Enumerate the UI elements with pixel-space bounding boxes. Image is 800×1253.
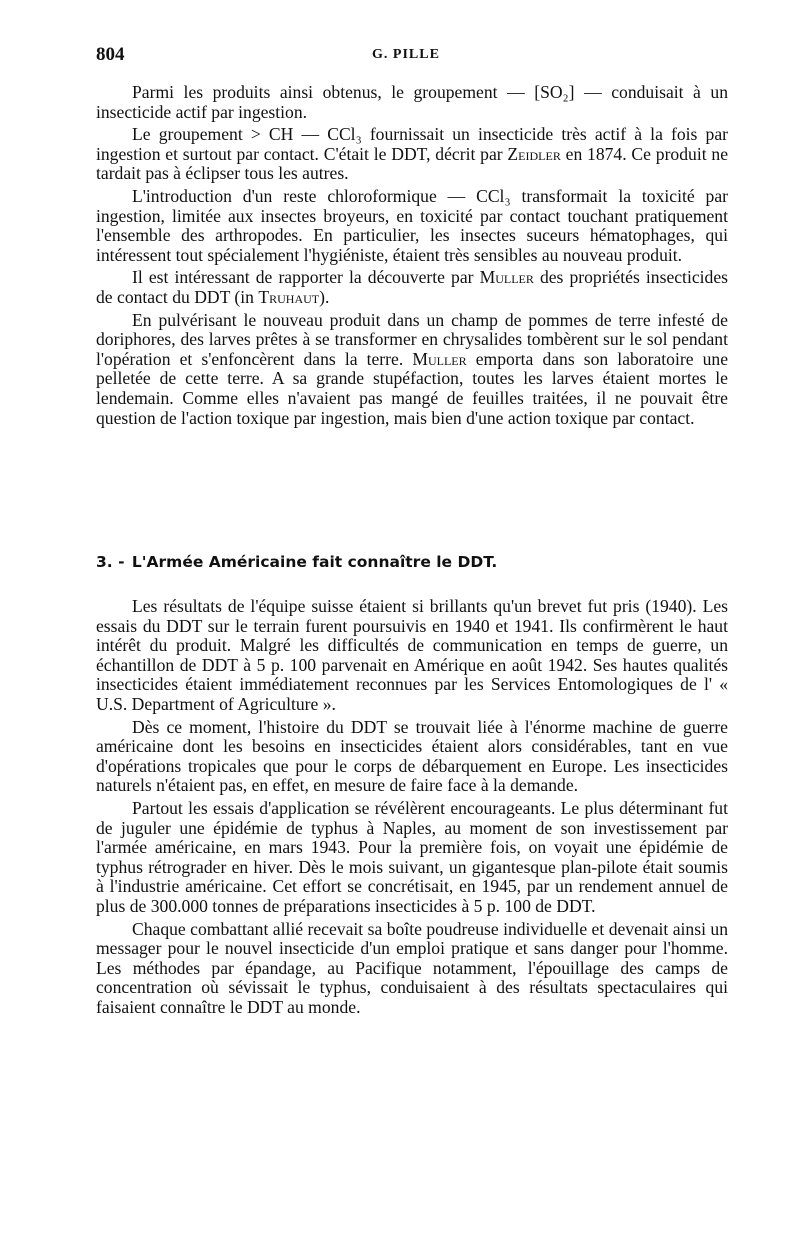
paragraph: L'introduction d'un reste chloroformique — CCl₃ transformait la toxicité par ingestion, limitée aux insectes broyeurs, en toxicité par contact touchant pratiquement l'ensemble des arthropodes. En particulier, les insectes suceurs hématophages, qui intéressent tout spécialement l'hygiéniste, étaient très sensibles au nouveau produit.	[96, 185, 728, 265]
page-number: 804	[96, 44, 125, 65]
paragraph: Parmi les produits ainsi obtenus, le groupement — [SO₂] — conduisait à un insecticide actif par ingestion.	[96, 82, 728, 122]
running-head: G. PILLE	[372, 47, 440, 62]
paragraph: Chaque combattant allié recevait sa boîte poudreuse individuelle et devenait ainsi un messager pour le nouvel insecticide d'un emploi pratique et sans danger pour l'homme. Les méthodes par épandage, au Pacifique notamment, l'épouillage des camps de concentration où sévissait le typhus, conduisaient à des résultats spectaculaires qui faisaient connaître le DDT au monde.	[96, 918, 728, 1017]
paragraph: Dès ce moment, l'histoire du DDT se trouvait liée à l'énorme machine de guerre américaine dont les besoins en insecticides étaient alors considérables, tant en vue d'opérations tropicales que pour le corps de débarquement en Europe. Les insecticides naturels n'étaient pas, en effet, en mesure de faire face à la demande.	[96, 716, 728, 796]
body-text-upper	[96, 83, 728, 431]
body-text-lower	[96, 597, 728, 1020]
paragraph: En pulvérisant le nouveau produit dans un champ de pommes de terre infesté de doriphores, des larves prêtes à se transformer en chrysalides tombèrent sur le sol pendant l'opération et s'enfoncèrent dans la terre. Muller emporta dans son laboratoire une pelletée de cette terre. A sa grande stupéfaction, toutes les larves étaient mortes le lendemain. Comme elles n'avaient pas mangé de feuilles traitées, il ne pouvait être question de l'action toxique par ingestion, mais bien d'une action toxique par contact.	[96, 309, 728, 428]
paragraph: Le groupement > CH — CCl₃ fournissait un insecticide très actif à la fois par ingestion et surtout par contact. C'était le DDT, décrit par Zeidler en 1874. Ce produit ne tardait pas à éclipser tous les autres.	[96, 124, 729, 184]
section-number: 3. -	[96, 553, 125, 571]
author-name: Zeidler	[507, 143, 561, 164]
author-name: Truhaut	[258, 286, 320, 307]
paragraph: Il est intéressant de rapporter la découverte par Muller des propriétés insecticides de contact du DDT (in Truhaut).	[96, 267, 728, 307]
paragraph: Partout les essais d'application se révélèrent encourageants. Le plus déterminant fut de juguler une épidémie de typhus à Naples, au moment de son investissement par l'armée américaine, en mars 1943. Pour la première fois, on voyait une épidémie de typhus rétrograder en hiver. Dès le mois suivant, un gigantesque plan-pilote était soumis à l'industrie américaine. Cet effort se concrétisait, en 1945, par un rendement annuel de plus de 300.000 tonnes de préparations insecticides à 5 p. 100 de DDT.	[96, 797, 728, 916]
section-heading	[96, 553, 497, 571]
author-name: Muller	[412, 348, 467, 369]
paragraph: Les résultats de l'équipe suisse étaient si brillants qu'un brevet fut pris (1940). Les essais du DDT sur le terrain furent poursuivis en 1940 et 1941. Ils confirmèrent le haut intérêt du produit. Malgré les difficultés de communication en temps de guerre, un échantillon de DDT à 5 p. 100 parvenait en Amérique en août 1942. Ses hautes qualités insecticides étaient immédiatement reconnues par les Services Entomologiques de l' « U.S. Department of Agriculture ».	[96, 596, 728, 714]
section-title: L'Armée Américaine fait connaître le DDT.	[131, 553, 498, 571]
author-name: Muller	[479, 267, 534, 288]
page-header	[96, 44, 728, 70]
